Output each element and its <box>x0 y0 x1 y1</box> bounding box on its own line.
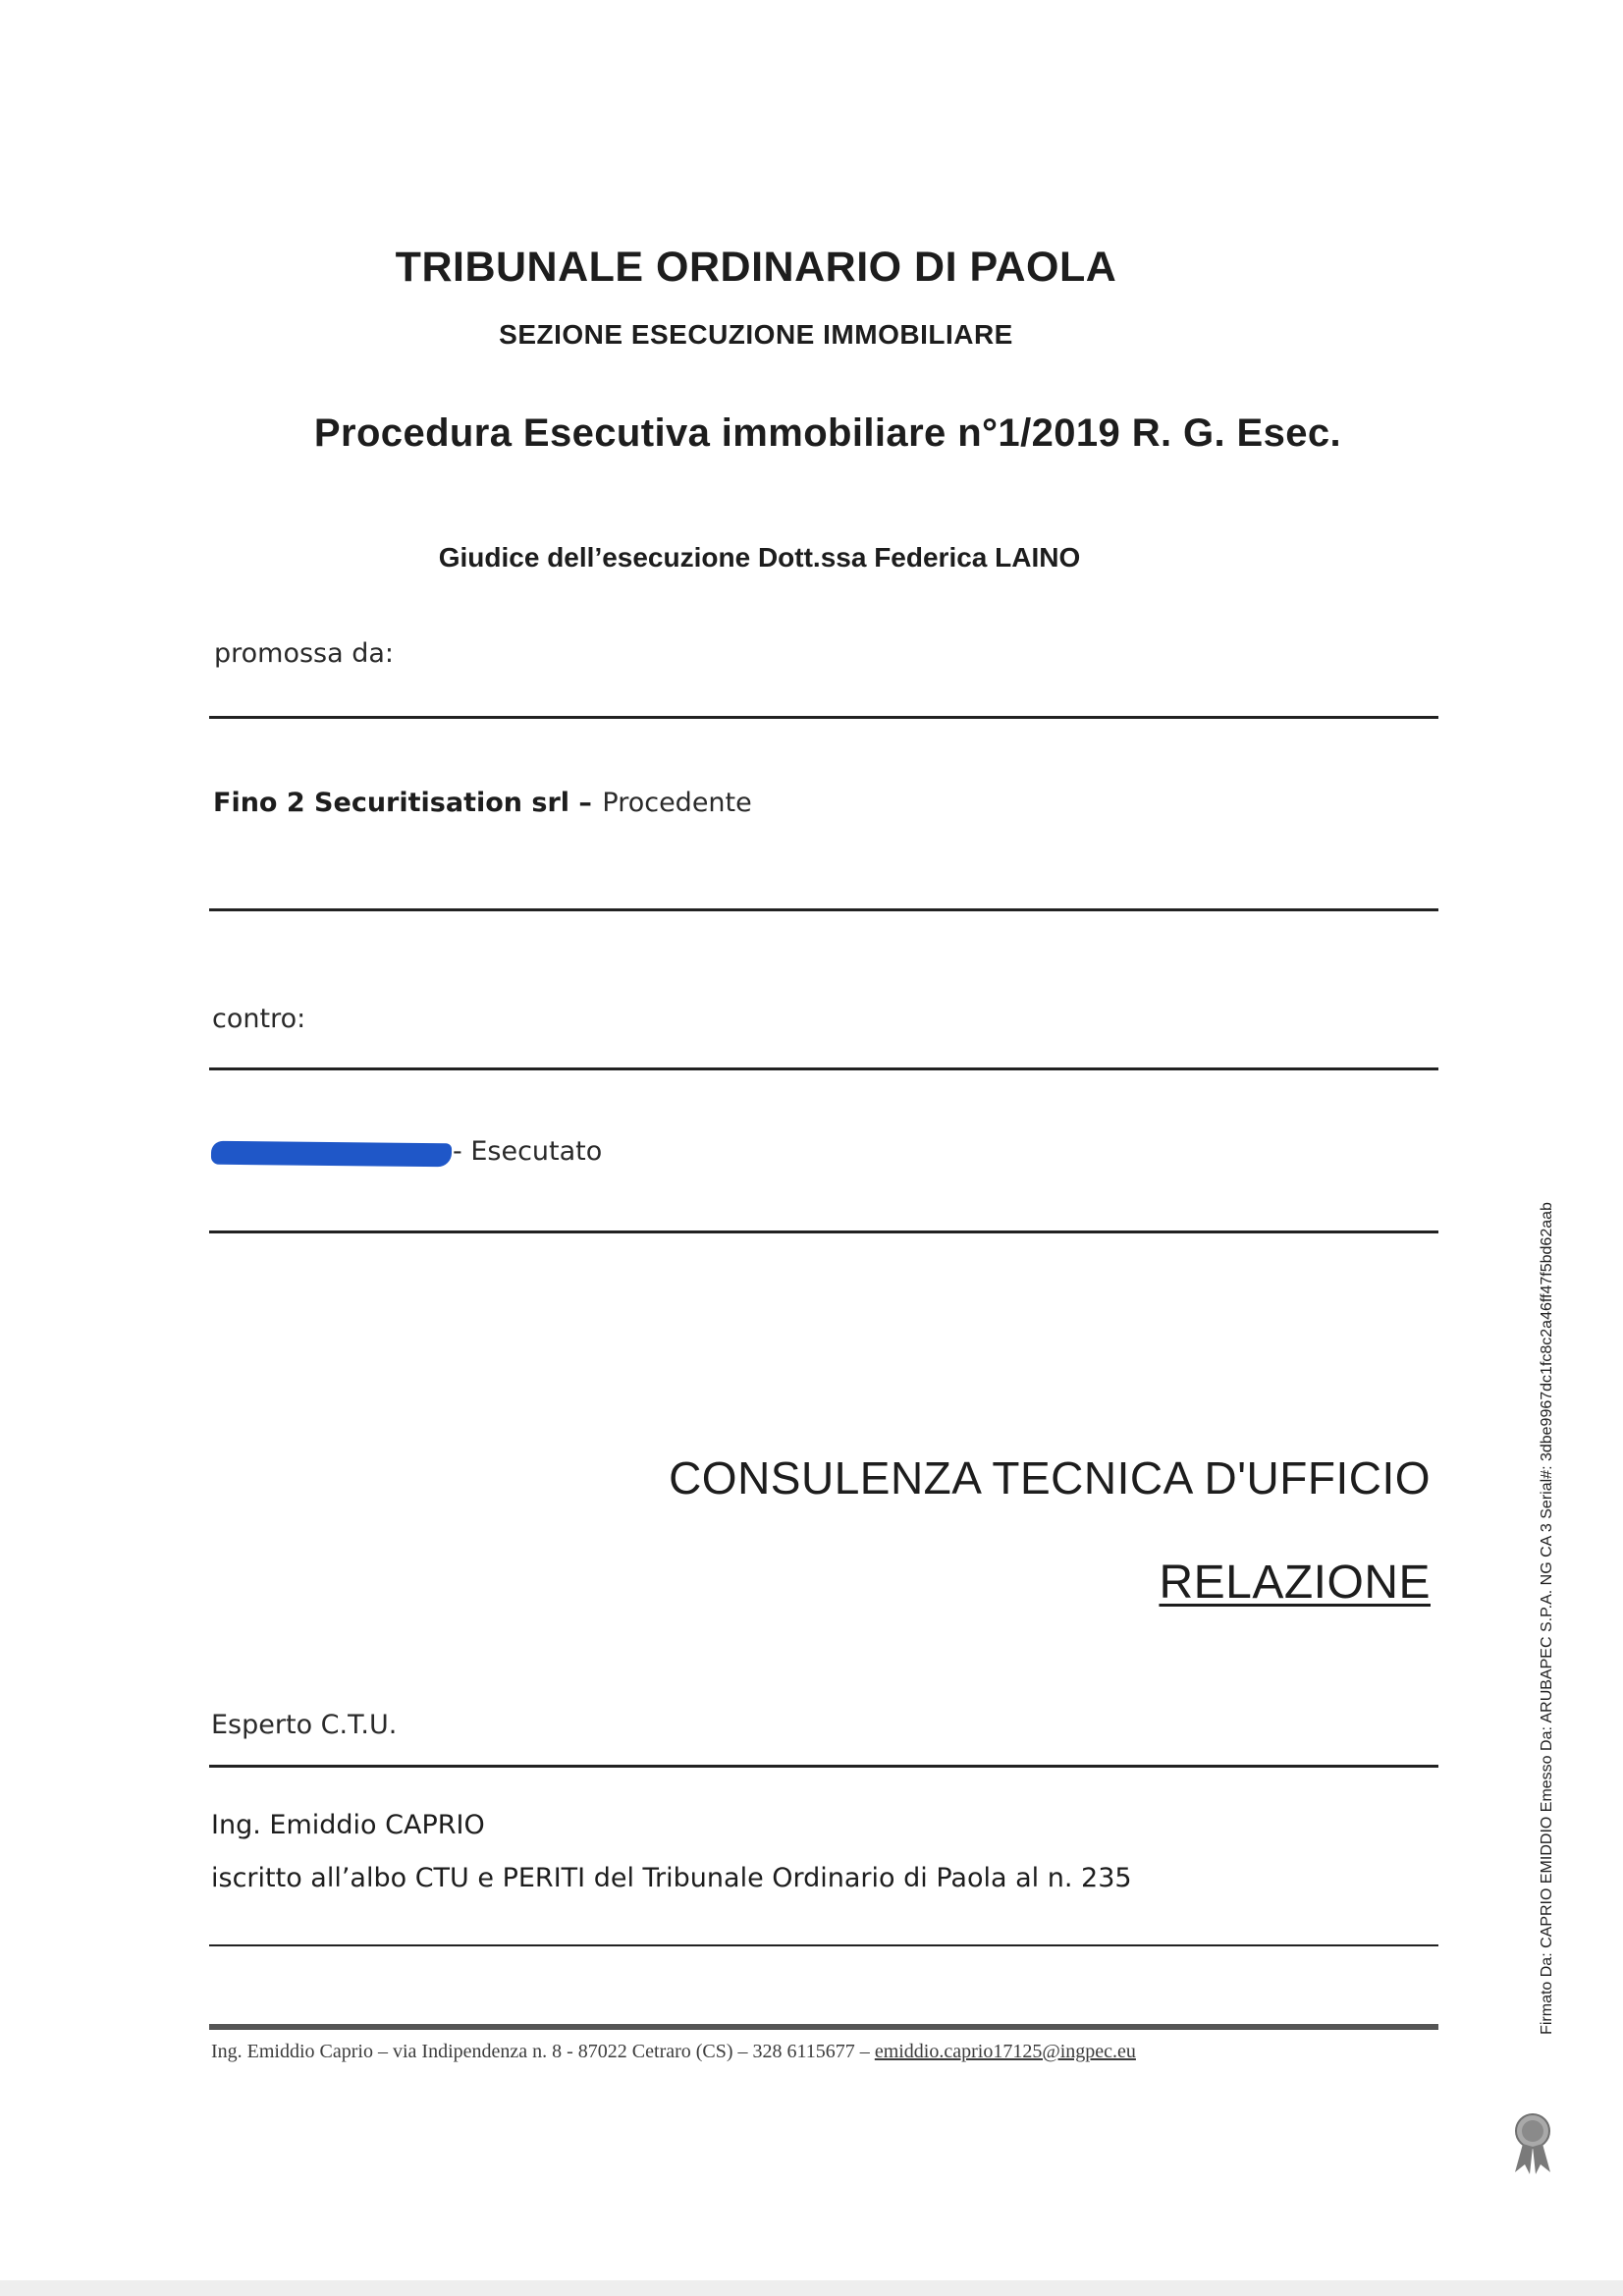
divider-line <box>209 1230 1438 1233</box>
judge-line: Giudice dell’esecuzione Dott.ssa Federica LAINO <box>438 542 1081 573</box>
plaintiff-line <box>213 788 752 818</box>
expert-registration: iscritto all’albo CTU e PERITI del Tribunale Ordinario di Paola al n. 235 <box>211 1863 1132 1893</box>
report-title: CONSULENZA TECNICA D'UFFICIO <box>669 1452 1431 1503</box>
report-subtitle: RELAZIONE <box>1159 1557 1431 1609</box>
plaintiff-name: Fino 2 Securitisation srl – <box>213 788 592 818</box>
divider-line <box>209 1067 1438 1070</box>
footer-email: emiddio.caprio17125@ingpec.eu <box>874 2041 1136 2062</box>
digital-signature-strip <box>1538 1147 1557 2090</box>
expert-label: Esperto C.T.U. <box>211 1710 398 1740</box>
footer-contact: Ing. Emiddio Caprio – via Indipendenza n. 8 - 87022 Cetraro (CS) – 328 6115677 – <box>211 2041 870 2062</box>
expert-name: Ing. Emiddio CAPRIO <box>211 1810 485 1840</box>
certificate-seal-icon <box>1505 2109 1560 2176</box>
scan-page-edge <box>0 2280 1623 2296</box>
plaintiff-role: Procedente <box>602 788 752 818</box>
divider-line <box>209 1944 1438 1946</box>
divider-line <box>209 1765 1438 1768</box>
redacted-defendant-name <box>211 1141 452 1168</box>
court-title: TRIBUNALE ORDINARIO DI PAOLA <box>395 244 1117 291</box>
procedure-number: Procedura Esecutiva immobiliare n°1/2019 R. G. Esec. <box>313 411 1342 455</box>
defendant-role: - Esecutato <box>453 1136 603 1167</box>
footer-rule <box>209 2024 1438 2030</box>
footer-contact-line <box>211 2041 1136 2063</box>
divider-line <box>209 908 1438 911</box>
promoted-by-label: promossa da: <box>214 638 395 669</box>
divider-line <box>209 716 1438 719</box>
against-label: contro: <box>212 1004 306 1034</box>
court-section: SEZIONE ESECUZIONE IMMOBILIARE <box>499 319 1013 350</box>
digital-signature-text: Firmato Da: CAPRIO EMIDDIO Emesso Da: ARUBAPEC S.P.A. NG CA 3 Serial#: 3dbe9967dc1fc8c2a46ff47f5bd62aab <box>1539 1202 1555 2035</box>
